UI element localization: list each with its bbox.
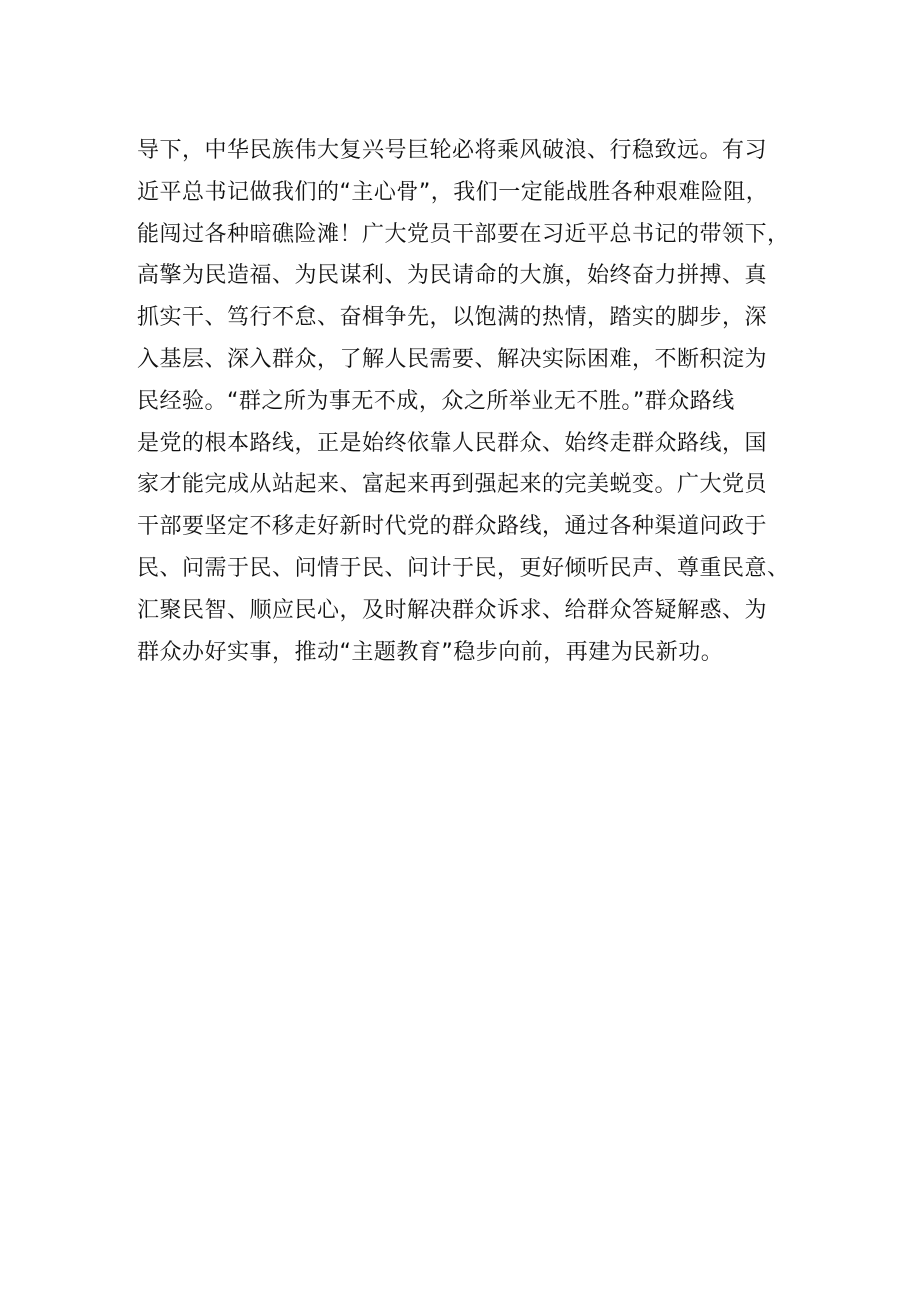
paragraph-line: 近平总书记做我们的“主心骨”，我们一定能战胜各种艰难险阻， xyxy=(137,179,769,205)
paragraph-line: 民、问需于民、问情于民、问计于民，更好倾听民声、尊重民意、 xyxy=(137,555,790,581)
paragraph-line: 民经验。“群之所为事无不成，众之所举业无不胜。”群众路线 xyxy=(137,388,735,414)
paragraph-line: 是党的根本路线，正是始终依靠人民群众、始终走群众路线，国 xyxy=(137,430,768,456)
paragraph-line: 高擎为民造福、为民谋利、为民请命的大旗，始终奋力拼搏、真 xyxy=(137,263,768,289)
paragraph-line: 入基层、深入群众，了解人民需要、解决实际困难，不断积淀为 xyxy=(137,346,768,372)
paragraph-line: 导下，中华民族伟大复兴号巨轮必将乘风破浪、行稳致远。有习 xyxy=(137,138,768,163)
paragraph-line: 抓实干、笃行不怠、奋楫争先，以饱满的热情，踏实的脚步，深 xyxy=(137,305,768,331)
paragraph-line: 群众办好实事，推动“主题教育”稳步向前，再建为民新功。 xyxy=(137,639,724,665)
paragraph-line: 家才能完成从站起来、富起来再到强起来的完美蜕变。广大党员 xyxy=(137,472,768,498)
paragraph-line: 汇聚民智、顺应民心，及时解决群众诉求、给群众答疑解惑、为 xyxy=(137,597,768,623)
body-paragraph xyxy=(137,130,817,673)
paragraph-line: 能闯过各种暗礁险滩！广大党员干部要在习近平总书记的带领下， xyxy=(137,221,790,247)
paragraph-line: 干部要坚定不移走好新时代党的群众路线，通过各种渠道问政于 xyxy=(137,514,768,540)
